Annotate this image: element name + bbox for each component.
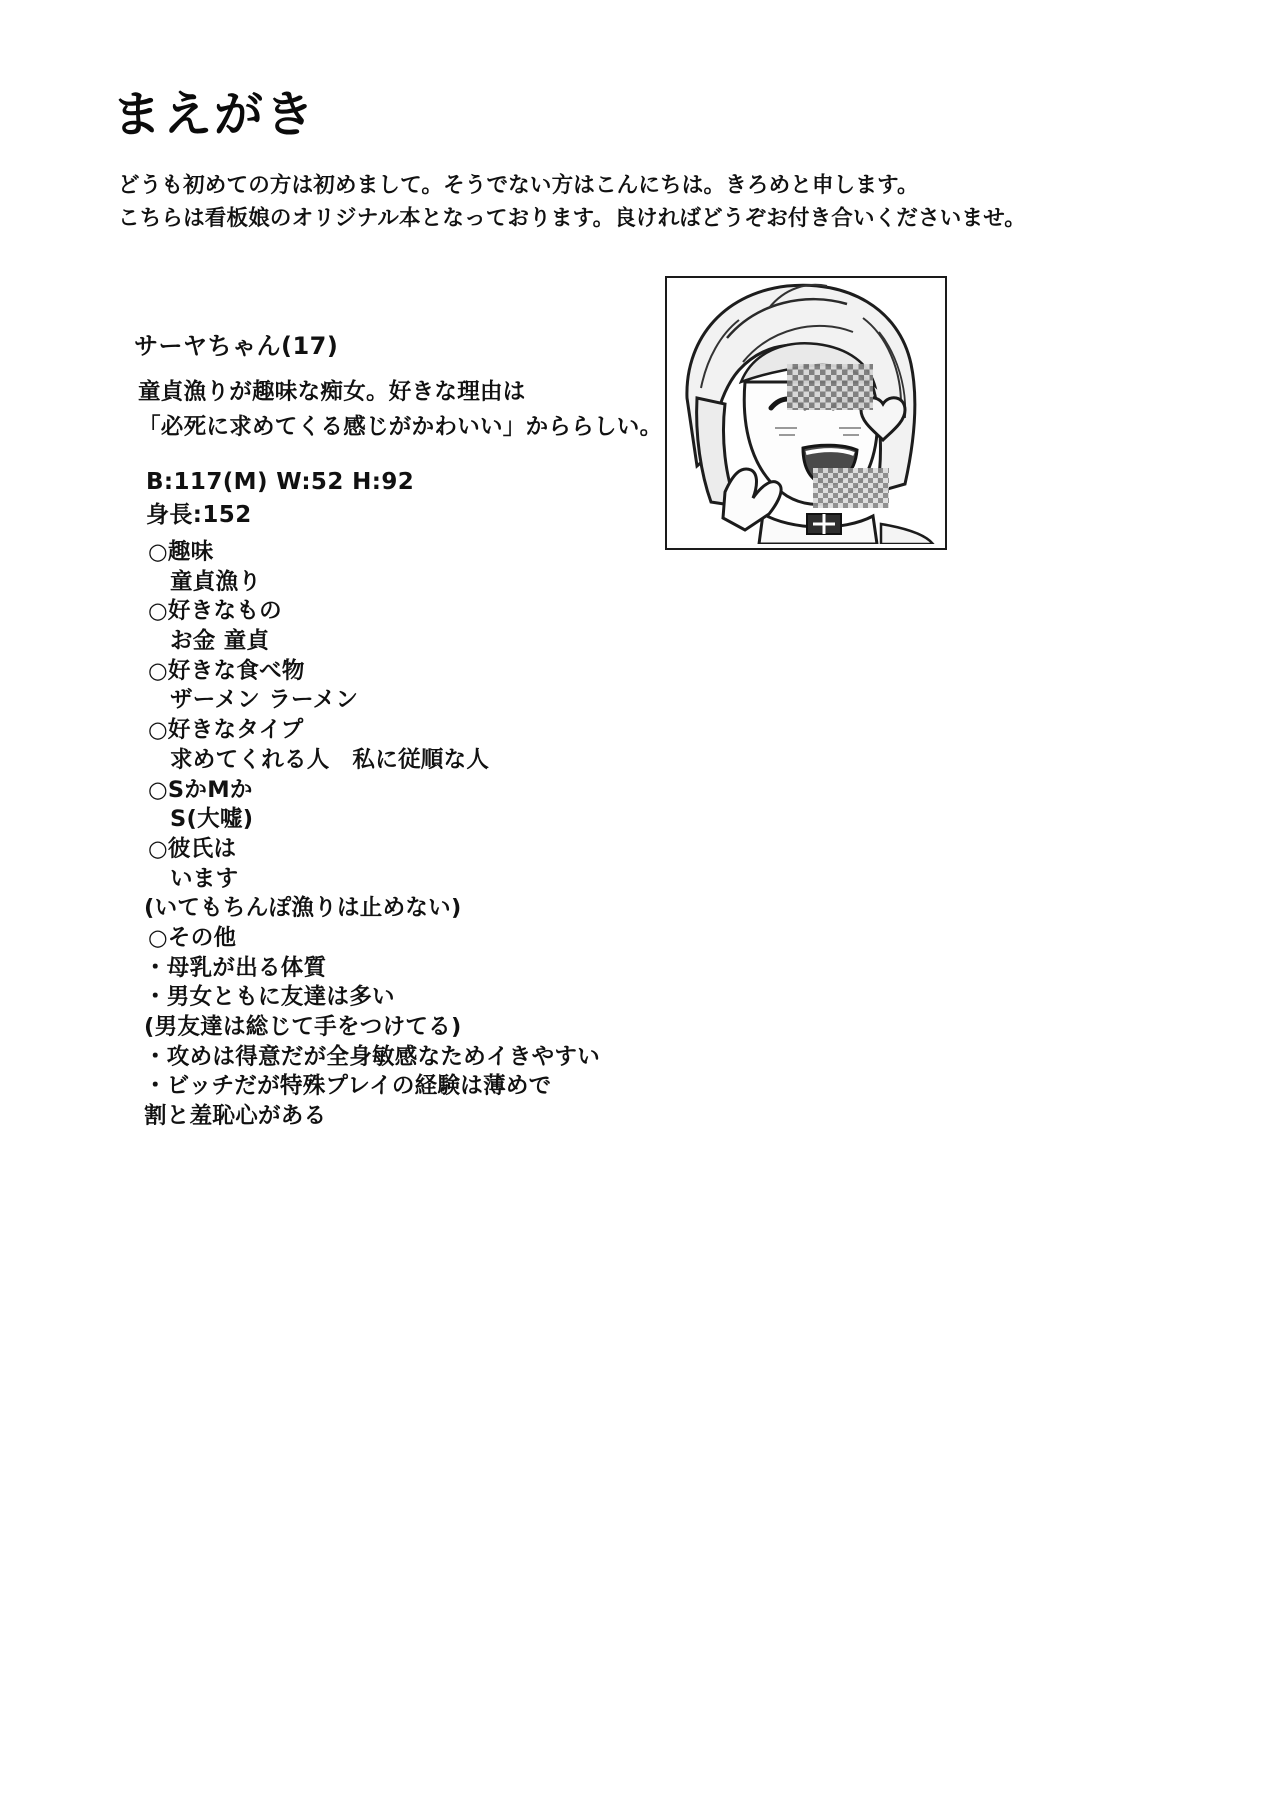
profile-value: お金 童貞: [170, 628, 270, 655]
censor-bar-mouth: [813, 468, 889, 508]
measurements: B:117(M) W:52 H:92: [146, 469, 415, 495]
character-portrait: [665, 276, 947, 550]
profile-label: ○好きなもの: [148, 598, 282, 625]
profile-label: ○彼氏は: [148, 835, 237, 862]
profile-label: ○趣味: [148, 539, 214, 565]
character-stats: [146, 466, 414, 533]
profile-value: います: [170, 865, 239, 892]
profile-value: 童貞漁り: [170, 568, 262, 595]
other-label: ○その他: [148, 924, 237, 951]
intro-line-2: こちらは看板娘のオリジナル本となっております。良ければどうぞお付き合いくださいませ。: [118, 205, 1026, 231]
page-title: まえがき: [112, 86, 317, 143]
portrait-illustration: [667, 278, 941, 544]
intro-paragraph: [118, 170, 1178, 235]
intro-line-1: どうも初めての方は初めまして。そうでない方はこんにちは。きろめと申します。: [118, 173, 919, 198]
profile-label: ○好きなタイプ: [148, 717, 304, 744]
other-item: 割と羞恥心がある: [144, 1103, 327, 1130]
character-description: [138, 375, 662, 445]
censor-bar-eyes: [787, 364, 873, 410]
height: 身長:152: [146, 502, 252, 529]
profile-label: ○好きな食べ物: [148, 657, 305, 684]
character-description-line-1: 童貞漁りが趣味な痴女。好きな理由は: [138, 379, 526, 405]
character-name: サーヤちゃん(17): [134, 332, 339, 360]
other-item: ・男女ともに友達は多い: [144, 984, 395, 1011]
character-description-line-2: 「必死に求めてくる感じがかわいい」かららしい。: [138, 413, 663, 440]
other-item: (男友達は総じて手をつけてる): [144, 1014, 462, 1040]
other-item: ・攻めは得意だが全身敏感なためイきやすい: [144, 1043, 601, 1070]
profile-value: 求めてくれる人 私に従順な人: [170, 746, 490, 773]
profile-label: ○SかMか: [148, 776, 253, 803]
other-item: ・母乳が出る体質: [144, 954, 327, 981]
other-item: ・ビッチだが特殊プレイの経験は薄めで: [144, 1073, 552, 1100]
character-profile-list: [144, 538, 848, 1132]
boyfriend-note: (いてもちんぽ漁りは止めない): [144, 895, 462, 922]
profile-value: ザーメン ラーメン: [170, 687, 359, 714]
profile-value: S(大嘘): [170, 806, 254, 833]
